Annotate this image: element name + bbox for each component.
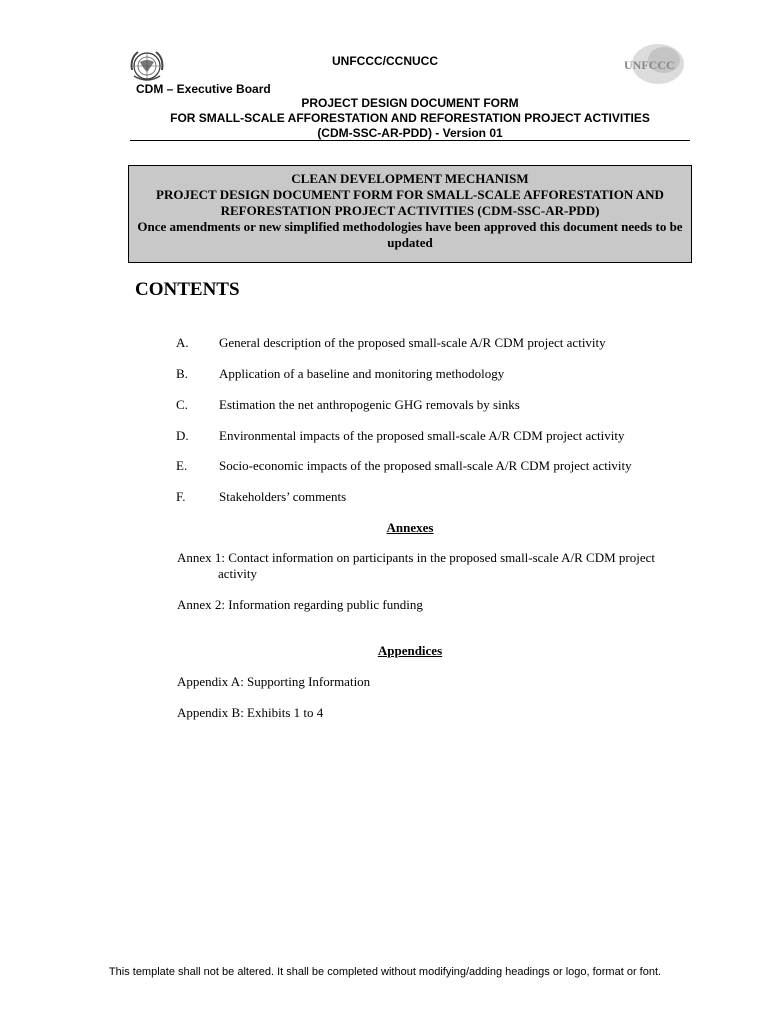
contents-heading: CONTENTS — [135, 279, 240, 300]
form-title-line-1: PROJECT DESIGN DOCUMENT FORM — [301, 96, 519, 110]
unfccc-logo-text: UNFCCC — [624, 58, 675, 72]
org-header: UNFCCC/CCNUCC — [332, 54, 438, 68]
appendices-heading: Appendices — [377, 643, 443, 658]
annexes-heading: Annexes — [386, 520, 434, 535]
appendix-b: Appendix B: Exhibits 1 to 4 — [177, 705, 324, 720]
footer-note: This template shall not be altered. It shall be completed without modifying/adding headings or logo, format or font. — [108, 966, 662, 978]
form-title — [130, 96, 690, 141]
annex-2: Annex 2: Information regarding public funding — [177, 597, 423, 612]
annex-1-line-2: activity — [218, 566, 257, 581]
form-title-line-2: FOR SMALL-SCALE AFFORESTATION AND REFORESTATION PROJECT ACTIVITIES — [170, 111, 650, 125]
list-item-letter: E. — [176, 458, 188, 473]
banner-line-5: updated — [387, 235, 433, 250]
annex-1-line-1: Annex 1: Contact information on participants in the proposed small-scale A/R CDM project — [177, 550, 656, 565]
list-item-text: General description of the proposed small-scale A/R CDM project activity — [219, 335, 606, 350]
list-item-letter: A. — [176, 335, 189, 350]
list-item-letter: D. — [176, 428, 189, 443]
list-item-text: Application of a baseline and monitoring methodology — [219, 366, 505, 381]
list-item-letter: C. — [176, 397, 188, 412]
banner-line-3: REFORESTATION PROJECT ACTIVITIES (CDM-SSC-AR-PDD) — [220, 203, 600, 218]
form-title-line-3: (CDM-SSC-AR-PDD) - Version 01 — [317, 126, 503, 140]
banner-line-2: PROJECT DESIGN DOCUMENT FORM FOR SMALL-SCALE AFFORESTATION AND — [156, 187, 664, 202]
list-item-letter: F. — [176, 489, 186, 504]
board-label: CDM – Executive Board — [136, 82, 271, 96]
appendix-a: Appendix A: Supporting Information — [177, 674, 371, 689]
banner-box — [128, 165, 692, 263]
list-item-text: Estimation the net anthropogenic GHG removals by sinks — [219, 397, 520, 412]
list-item-letter: B. — [176, 366, 188, 381]
banner-line-1: CLEAN DEVELOPMENT MECHANISM — [291, 171, 529, 186]
banner-line-4: Once amendments or new simplified methodologies have been approved this document needs to be — [137, 219, 683, 234]
list-item-text: Stakeholders’ comments — [219, 489, 347, 504]
list-item-text: Environmental impacts of the proposed small-scale A/R CDM project activity — [219, 428, 625, 443]
header-divider — [130, 140, 690, 141]
list-item-text: Socio-economic impacts of the proposed small-scale A/R CDM project activity — [219, 458, 632, 473]
